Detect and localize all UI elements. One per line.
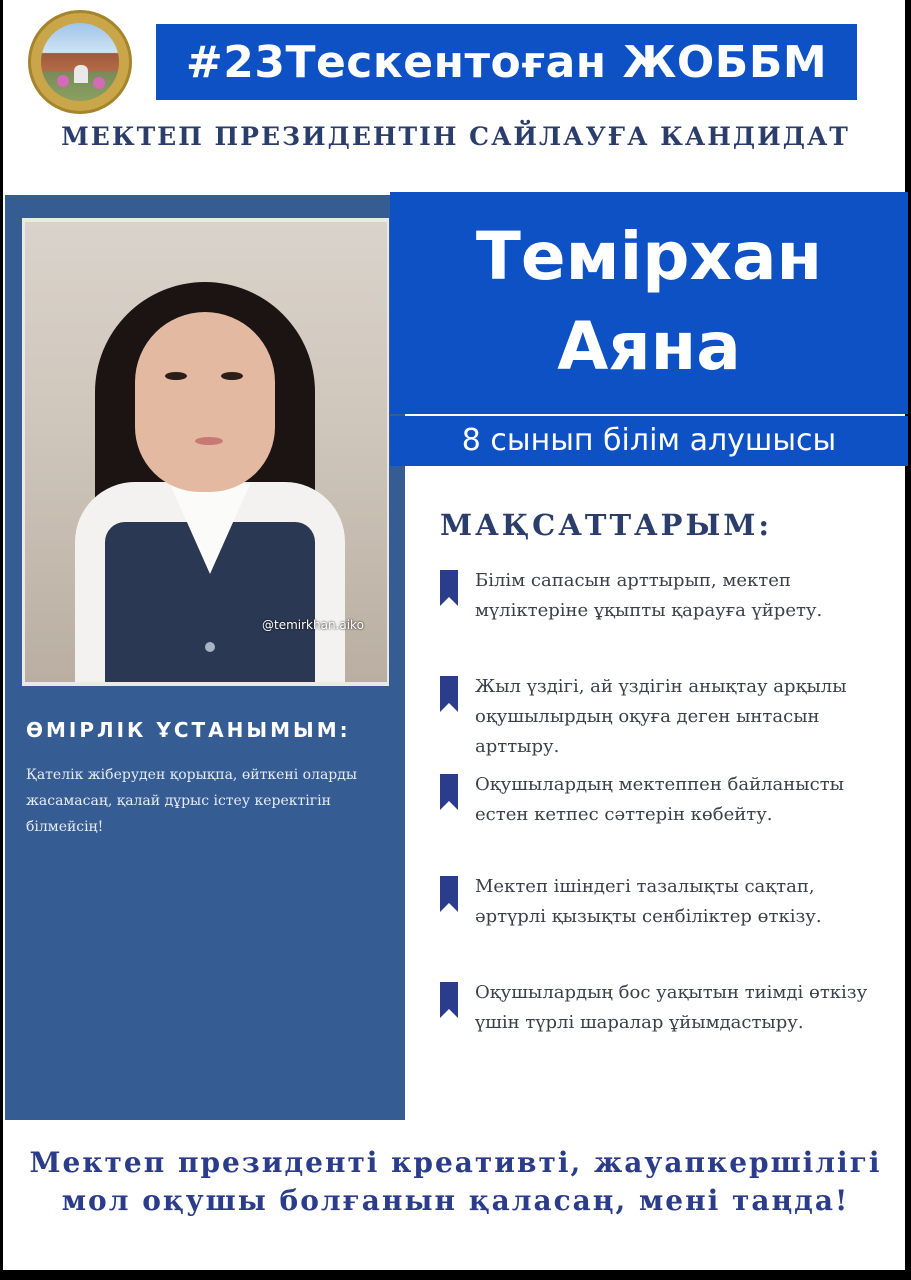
bookmark-icon	[440, 876, 458, 912]
life-principle-text: Қателік жіберуден қорықпа, өйткені оларды жасамасаң, қалай дұрыс істеу керектігін білмейсің!	[26, 767, 358, 835]
eye-shape	[165, 372, 187, 380]
candidate-subtitle: МЕКТЕП ПРЕЗИДЕНТІН САЙЛАУҒА КАНДИДАТ	[61, 122, 850, 151]
mouth-shape	[195, 437, 223, 445]
goal-item	[440, 872, 870, 932]
candidate-grade: 8 сынып білім алушысы	[390, 416, 908, 466]
flower-decoration	[57, 75, 69, 87]
eye-shape	[221, 372, 243, 380]
frame-left-edge	[0, 0, 3, 1280]
goal-item	[440, 672, 870, 762]
life-principle-title: ӨМІРЛІК ҰСТАНЫМЫМ:	[26, 718, 351, 742]
slogan-line-2: мол оқушы болғанын қаласаң, мені таңда!	[61, 1184, 850, 1217]
slogan-line-1: Мектеп президенті креативті, жауапкершілігі	[29, 1146, 882, 1179]
bookmark-icon	[440, 676, 458, 712]
bookmark-icon	[440, 982, 458, 1018]
goal-text: Жыл үздігі, ай үздігін анықтау арқылы оқушылырдың оқуға деген ынтасын арттыру.	[475, 676, 847, 757]
door-shape	[74, 65, 88, 83]
candidate-photo	[25, 222, 387, 682]
candidate-first-name: Темірхан	[475, 218, 823, 295]
flower-decoration	[93, 77, 105, 89]
candidate-name-box	[390, 192, 908, 414]
goals-title: МАҚСАТТАРЫМ:	[440, 508, 773, 542]
bookmark-icon	[440, 774, 458, 810]
photo-watermark: @temirkhan.aiko	[262, 618, 364, 632]
school-hashtag-banner: #23Тескентоған ЖОББМ	[156, 24, 857, 100]
vest-button-shape	[205, 642, 215, 652]
school-building-image	[41, 23, 119, 101]
goal-item	[440, 978, 870, 1038]
bookmark-icon	[440, 570, 458, 606]
goal-text: Мектеп ішіндегі тазалықты сақтап, әртүрлі қызықты сенбіліктер өткізу.	[475, 876, 822, 927]
goal-text: Оқушылардың бос уақытын тиімді өткізу үшін түрлі шаралар ұйымдастыру.	[475, 982, 868, 1033]
school-logo	[28, 10, 132, 114]
goal-item	[440, 566, 870, 626]
bottom-slogan	[0, 1144, 911, 1220]
goal-item	[440, 770, 870, 830]
face-shape	[135, 312, 275, 492]
frame-bottom-edge	[0, 1270, 911, 1280]
goal-text: Оқушылардың мектеппен байланысты естен кетпес сәттерін көбейту.	[475, 774, 844, 825]
candidate-last-name: Аяна	[557, 308, 741, 385]
goal-text: Білім сапасын арттырып, мектеп мүліктеріне ұқыпты қарауға үйрету.	[475, 570, 823, 621]
